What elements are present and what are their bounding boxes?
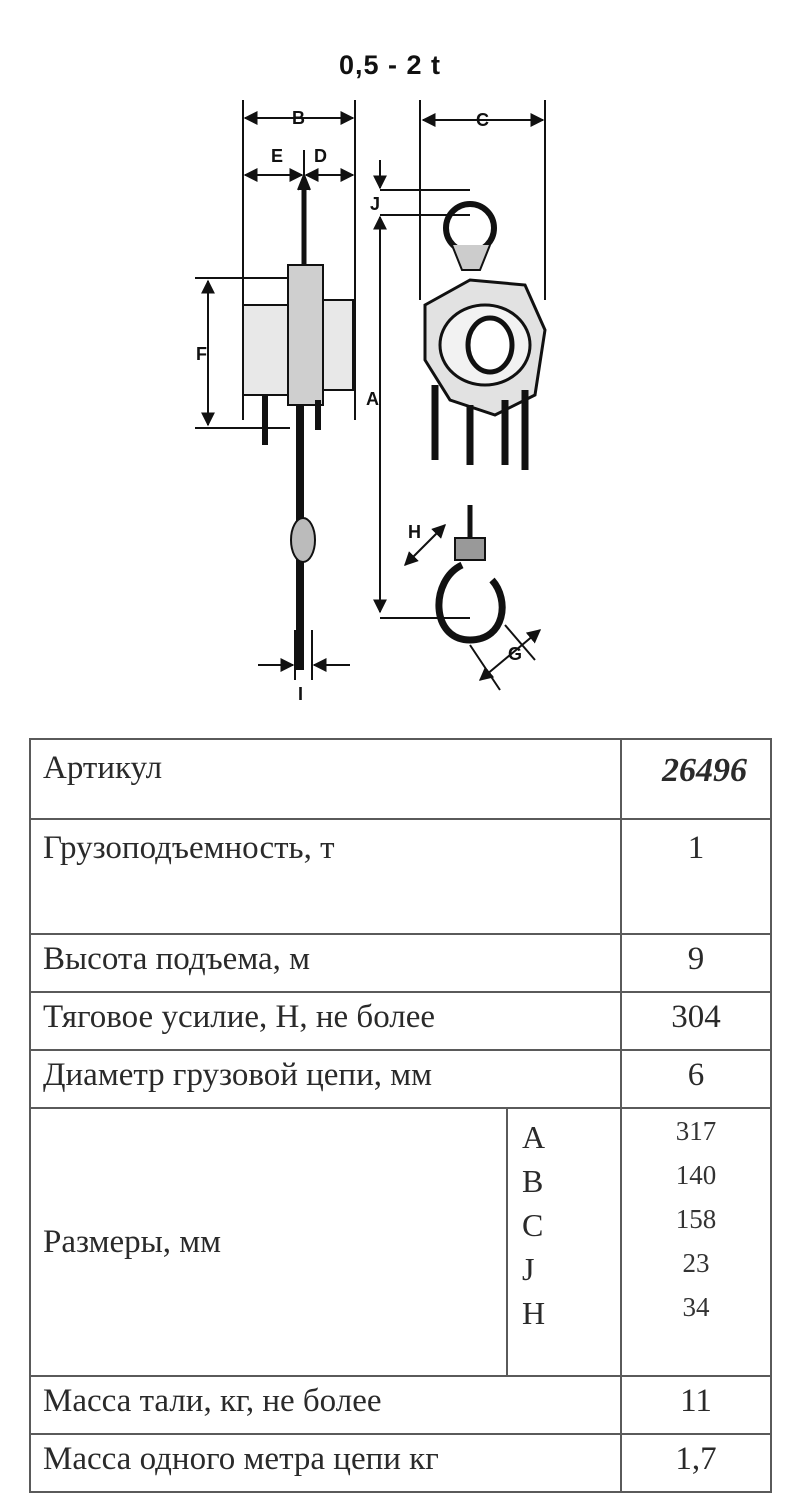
table-row-chain-mass (30, 1434, 771, 1492)
hoist-mass-value: 11 (621, 1376, 771, 1434)
dim-letter-a: A (366, 389, 379, 409)
dimension-value: 34 (682, 1292, 710, 1322)
capacity-value: 1 (621, 819, 771, 934)
dimension-key: J (522, 1251, 535, 1287)
hoist-mass-label: Масса тали, кг, не более (30, 1376, 621, 1434)
chain-diameter-label: Диаметр грузовой цепи, мм (30, 1050, 621, 1108)
chain-mass-label: Масса одного метра цепи кг (30, 1434, 621, 1492)
dimension-keys (507, 1108, 621, 1376)
dimension-value: 140 (675, 1160, 717, 1190)
dim-letter-d: D (314, 146, 327, 166)
dim-letter-f: F (196, 344, 207, 364)
table-row-capacity (30, 819, 771, 934)
chain-mass-value: 1,7 (621, 1434, 771, 1492)
dim-letter-c: C (476, 110, 489, 130)
dimension-key: C (522, 1207, 544, 1243)
dimension-values (621, 1108, 771, 1376)
capacity-range-label: 0,5 - 2 t (338, 50, 442, 80)
capacity-label: Грузоподъемность, т (30, 819, 621, 934)
table-row-lift-height (30, 934, 771, 992)
table-row-pull-force (30, 992, 771, 1050)
dim-letter-b: B (292, 108, 305, 128)
article-label: Артикул (30, 739, 621, 819)
dimension-key: A (522, 1119, 546, 1155)
dimension-value: 23 (682, 1248, 710, 1278)
dimensions-label: Размеры, мм (30, 1108, 507, 1376)
table-row-dimensions (30, 1108, 771, 1376)
pull-force-label: Тяговое усилие, Н, не более (30, 992, 621, 1050)
dim-letter-i: I (298, 684, 304, 704)
dim-letter-j: J (370, 194, 381, 214)
dimension-key: B (522, 1163, 544, 1199)
dimension-key: H (522, 1295, 546, 1331)
dimension-value: 317 (675, 1116, 717, 1146)
lift-height-value: 9 (621, 934, 771, 992)
dim-letter-h: H (408, 522, 421, 542)
article-value: 26496 (621, 739, 771, 819)
hoist-drawing-svg (0, 0, 804, 720)
dim-letter-e: E (271, 146, 284, 166)
table-row-chain-diameter (30, 1050, 771, 1108)
hoist-technical-drawing (0, 0, 804, 720)
chain-diameter-value: 6 (621, 1050, 771, 1108)
dimension-value: 158 (675, 1204, 717, 1234)
table-row-hoist-mass (30, 1376, 771, 1434)
specification-table (29, 738, 772, 1493)
table-row-article (30, 739, 771, 819)
pull-force-value: 304 (621, 992, 771, 1050)
lift-height-label: Высота подъема, м (30, 934, 621, 992)
dim-letter-g: G (508, 644, 523, 664)
